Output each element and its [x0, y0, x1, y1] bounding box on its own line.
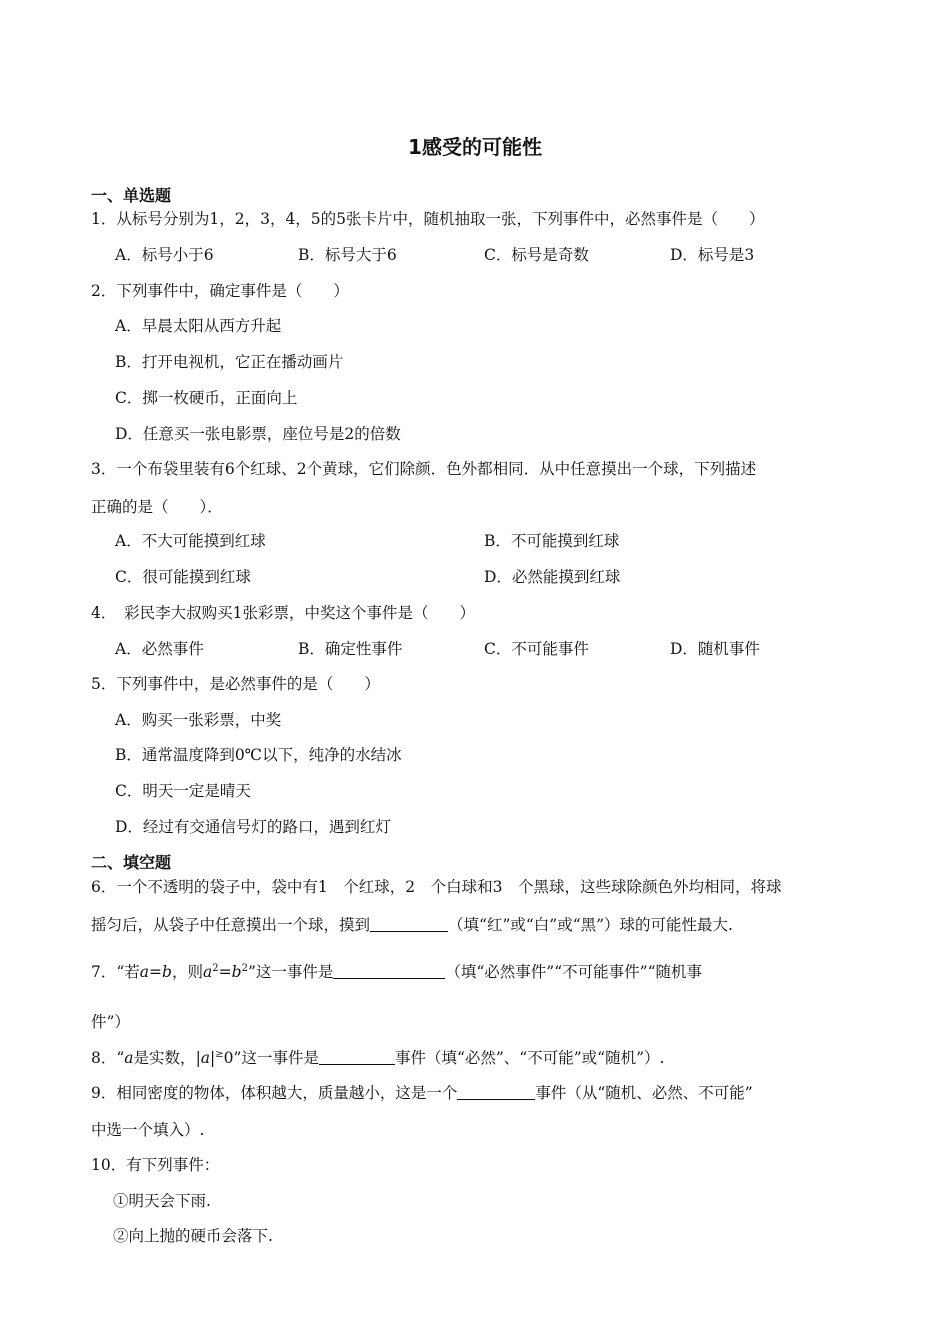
question-7-equals: = — [149, 963, 163, 981]
section-heading-fill-blank: 二、填空题 — [91, 853, 172, 872]
question-8-quote-end: ”这一事件是 — [233, 1049, 319, 1067]
question-1-stem: 1．从标号分别为1，2，3，4，5的5张卡片中，随机抽取一张，下列事件中，必然事件是（ ） — [91, 210, 765, 228]
question-9-text-after-blank: 事件（从“随机、必然、不可能” — [535, 1084, 753, 1102]
question-7-line-1 — [91, 960, 702, 982]
question-1-option-d: D．标号是3 — [670, 246, 755, 264]
question-7-line-2: 件”） — [91, 1013, 130, 1031]
question-10-item-2: ②向上抛的硬币会落下. — [113, 1227, 273, 1245]
question-8-prefix: 8．“ — [91, 1049, 125, 1067]
question-9-line-2: 中选一个填入）. — [91, 1121, 205, 1139]
question-9-answer-blank[interactable] — [457, 1083, 535, 1100]
question-7-tail: （填“必然事件”“不可能事件”“随机事 — [445, 963, 702, 981]
question-2-stem: 2．下列事件中，确定事件是（ ） — [91, 282, 349, 300]
question-7-var-a: a — [139, 963, 150, 981]
question-3-option-d: D．必然能摸到红球 — [484, 568, 621, 586]
question-8-abs-a: |a| — [195, 1049, 216, 1067]
question-4-option-b: B．确定性事件 — [298, 640, 403, 658]
question-6-text-before-blank: 摇匀后，从袋子中任意摸出一个球，摸到 — [91, 916, 371, 934]
question-1-option-b: B．标号大于6 — [298, 246, 397, 264]
question-4-stem: 4． 彩民李大叔购买1张彩票，中奖这个事件是（ ） — [91, 604, 475, 622]
question-5-option-c: C．明天一定是晴天 — [115, 782, 251, 800]
question-5-option-a: A．购买一张彩票，中奖 — [115, 711, 282, 729]
question-5-option-b: B．通常温度降到0℃以下，纯净的水结冰 — [115, 746, 402, 764]
question-9-line-1 — [91, 1081, 753, 1103]
question-7-exp-b: 2 — [241, 962, 248, 974]
question-6-text-after-blank: （填“红”或“白”或“黑”）球的可能性最大. — [448, 916, 733, 934]
question-2-option-b: B．打开电视机，它正在播动画片 — [115, 353, 344, 371]
question-8-line — [91, 1046, 664, 1068]
question-5-stem: 5．下列事件中，是必然事件的是（ ） — [91, 675, 380, 693]
question-8-zero: 0 — [223, 1049, 234, 1067]
question-7-var-a2: a — [203, 963, 213, 981]
question-1-option-a: A．标号小于6 — [115, 246, 214, 264]
question-7-prefix: 7．“若 — [91, 963, 140, 981]
question-2-option-c: C．掷一枚硬币，正面向上 — [115, 389, 298, 407]
question-3-option-b: B．不可能摸到红球 — [484, 532, 620, 550]
question-7-exp-a: 2 — [212, 962, 219, 974]
page-title: 1感受的可能性 — [408, 135, 542, 159]
question-5-option-d: D．经过有交通信号灯的路口，遇到红灯 — [115, 818, 391, 836]
question-8-tail: 事件（填“必然”、“不可能”或“随机”）. — [394, 1049, 665, 1067]
question-6-answer-blank[interactable] — [370, 915, 448, 932]
question-8-ge: ≥ — [215, 1048, 224, 1060]
question-3-stem-line-2: 正确的是（ ）． — [91, 498, 223, 516]
question-10-stem: 10．有下列事件： — [91, 1156, 220, 1174]
question-4-option-d: D．随机事件 — [670, 640, 760, 658]
question-8-var-a: a — [124, 1049, 134, 1067]
question-1-option-c: C．标号是奇数 — [484, 246, 589, 264]
question-2-option-d: D．任意买一张电影票，座位号是2的倍数 — [115, 425, 401, 443]
question-7-var-b2: b — [231, 963, 242, 981]
question-7-then: ，则 — [171, 963, 203, 981]
question-9-text-before-blank: 9．相同密度的物体，体积越大，质量越小，这是一个 — [91, 1084, 458, 1102]
question-10-item-1: ①明天会下雨. — [113, 1192, 211, 1210]
question-4-option-c: C．不可能事件 — [484, 640, 589, 658]
question-3-stem-line-1: 3．一个布袋里装有6个红球、2个黄球，它们除颜．色外都相同．从中任意摸出一个球，下列描述 — [91, 460, 757, 478]
question-3-option-a: A．不大可能摸到红球 — [115, 532, 266, 550]
question-7-var-b: b — [162, 963, 172, 981]
question-7-suffix: ”这一事件是 — [247, 963, 334, 981]
question-8-is-real: 是实数， — [133, 1049, 196, 1067]
question-7-equals-2: = — [218, 963, 232, 981]
question-8-answer-blank[interactable] — [319, 1048, 395, 1065]
question-7-answer-blank[interactable] — [333, 962, 445, 979]
section-heading-single-choice: 一、单选题 — [91, 186, 172, 205]
question-4-option-a: A．必然事件 — [115, 640, 204, 658]
question-6-line-2 — [91, 913, 733, 935]
question-6-line-1: 6．一个不透明的袋子中，袋中有1 个红球，2 个白球和3 个黑球，这些球除颜色外均相同，将球 — [91, 878, 782, 896]
question-3-option-c: C．很可能摸到红球 — [115, 568, 251, 586]
question-2-option-a: A．早晨太阳从西方升起 — [115, 317, 282, 335]
